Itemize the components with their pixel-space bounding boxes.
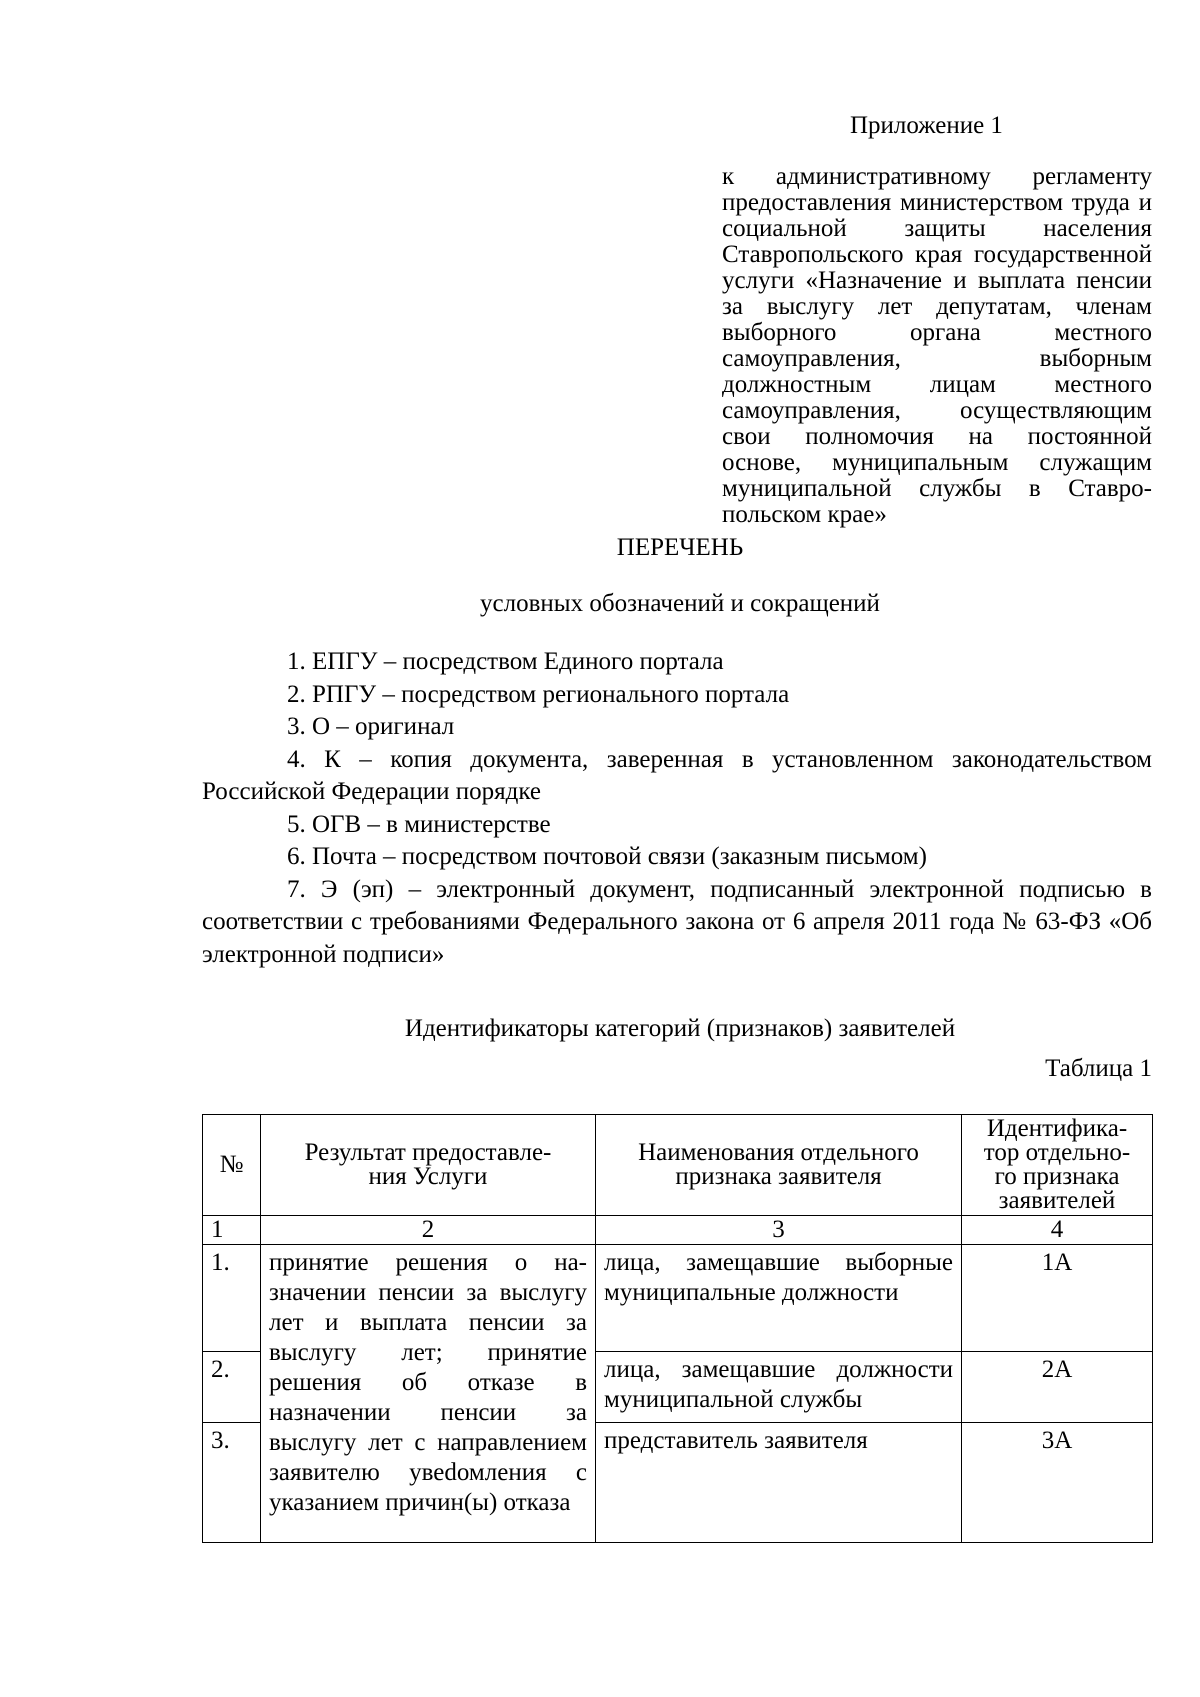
column-number: 2 xyxy=(261,1216,596,1245)
list-subtitle: условных обозначений и сокращений xyxy=(480,590,880,617)
abbreviation-item: 3. О – оригинал xyxy=(287,713,455,740)
column-number-row xyxy=(203,1216,1153,1245)
abbreviation-item: 7. Э (эп) – электронный документ, подписанный электронной подписью в соответствии с требованиями Федерального закона от 6 апреля 2011 года № 63-ФЗ «Об электронной подписи» xyxy=(202,875,1152,968)
row-number-text: 1. xyxy=(211,1249,230,1276)
identifier-cell xyxy=(962,1245,1153,1352)
sign-cell xyxy=(596,1423,962,1543)
column-number: 1 xyxy=(203,1216,261,1245)
column-number: 3 xyxy=(596,1216,962,1245)
table-row xyxy=(203,1245,1153,1352)
result-cell xyxy=(261,1245,596,1543)
row-number-text: 2. xyxy=(211,1356,230,1383)
header-sign-name: Наименования отдельного признака заявителя xyxy=(596,1115,962,1216)
identifier-cell xyxy=(962,1423,1153,1543)
sign-text: представитель заявителя xyxy=(604,1427,868,1454)
column-number: 4 xyxy=(962,1216,1153,1245)
header-result xyxy=(261,1115,596,1216)
identifier-text: 1А xyxy=(1041,1249,1073,1276)
identifier-text: 3А xyxy=(1041,1427,1073,1454)
header-identifier-text: Идентифика- тор отдельно- го признака заявителей xyxy=(983,1115,1131,1214)
abbreviation-item: 1. ЕПГУ – посредством Единого портала xyxy=(287,648,724,675)
table-header-row xyxy=(203,1115,1153,1216)
header-result-text: Результат предоставле- ния Услуги xyxy=(304,1139,552,1190)
appendix-title: Приложение 1 xyxy=(850,112,1003,139)
row-number xyxy=(203,1352,261,1423)
identifiers-table xyxy=(202,1114,1153,1543)
row-number xyxy=(203,1423,261,1543)
table-number: Таблица 1 xyxy=(1045,1055,1152,1082)
sign-cell xyxy=(596,1245,962,1352)
abbreviation-item: 6. Почта – посредством почтовой связи (заказным письмом) xyxy=(287,843,927,870)
list-title: ПЕРЕЧЕНЬ xyxy=(616,534,744,561)
abbreviation-item: 2. РПГУ – посредством регионального портала xyxy=(287,680,790,708)
appendix-text: к административному регламенту предоставления министерством труда и социальной защиты населения Ставропольского края государственной услуги «Назначение и выплата пенсии за выслугу лет депутатам, членам выборного органа местного самоуправления, выборным должностным лицам местного самоуправления, осуществляющим свои полномочия на постоянной основе, муниципальным служащим муниципальной службы в Ставропольском крае» xyxy=(722,163,1152,528)
row-number-text: 3. xyxy=(211,1427,230,1454)
sign-text: лица, замещавшие должности муниципальной службы xyxy=(604,1356,953,1413)
row-number xyxy=(203,1245,261,1352)
sign-cell xyxy=(596,1352,962,1423)
identifier-text: 2А xyxy=(1041,1356,1073,1383)
abbreviation-list xyxy=(202,646,1152,971)
identifier-cell xyxy=(962,1352,1153,1423)
abbreviation-item: 4. К – копия документа, заверенная в установленном законодательством Российской Федерации порядке xyxy=(202,745,1152,805)
table-heading: Идентификаторы категорий (признаков) заявителей xyxy=(404,1015,956,1042)
header-number: № xyxy=(203,1115,261,1216)
abbreviation-item: 5. ОГВ – в министерстве xyxy=(287,810,551,838)
result-text: принятие решения о назначении пенсии за выслугу лет и выплата пенсии за выслугу лет; принятие решения об отказе в назначении пенсии за выслугу лет с направлением заявителю увеdомления с указанием причин(ы) отказа xyxy=(269,1249,587,1516)
sign-text: лица, замещавшие выборные муниципальные должности xyxy=(604,1249,953,1306)
header-identifier xyxy=(962,1115,1153,1216)
